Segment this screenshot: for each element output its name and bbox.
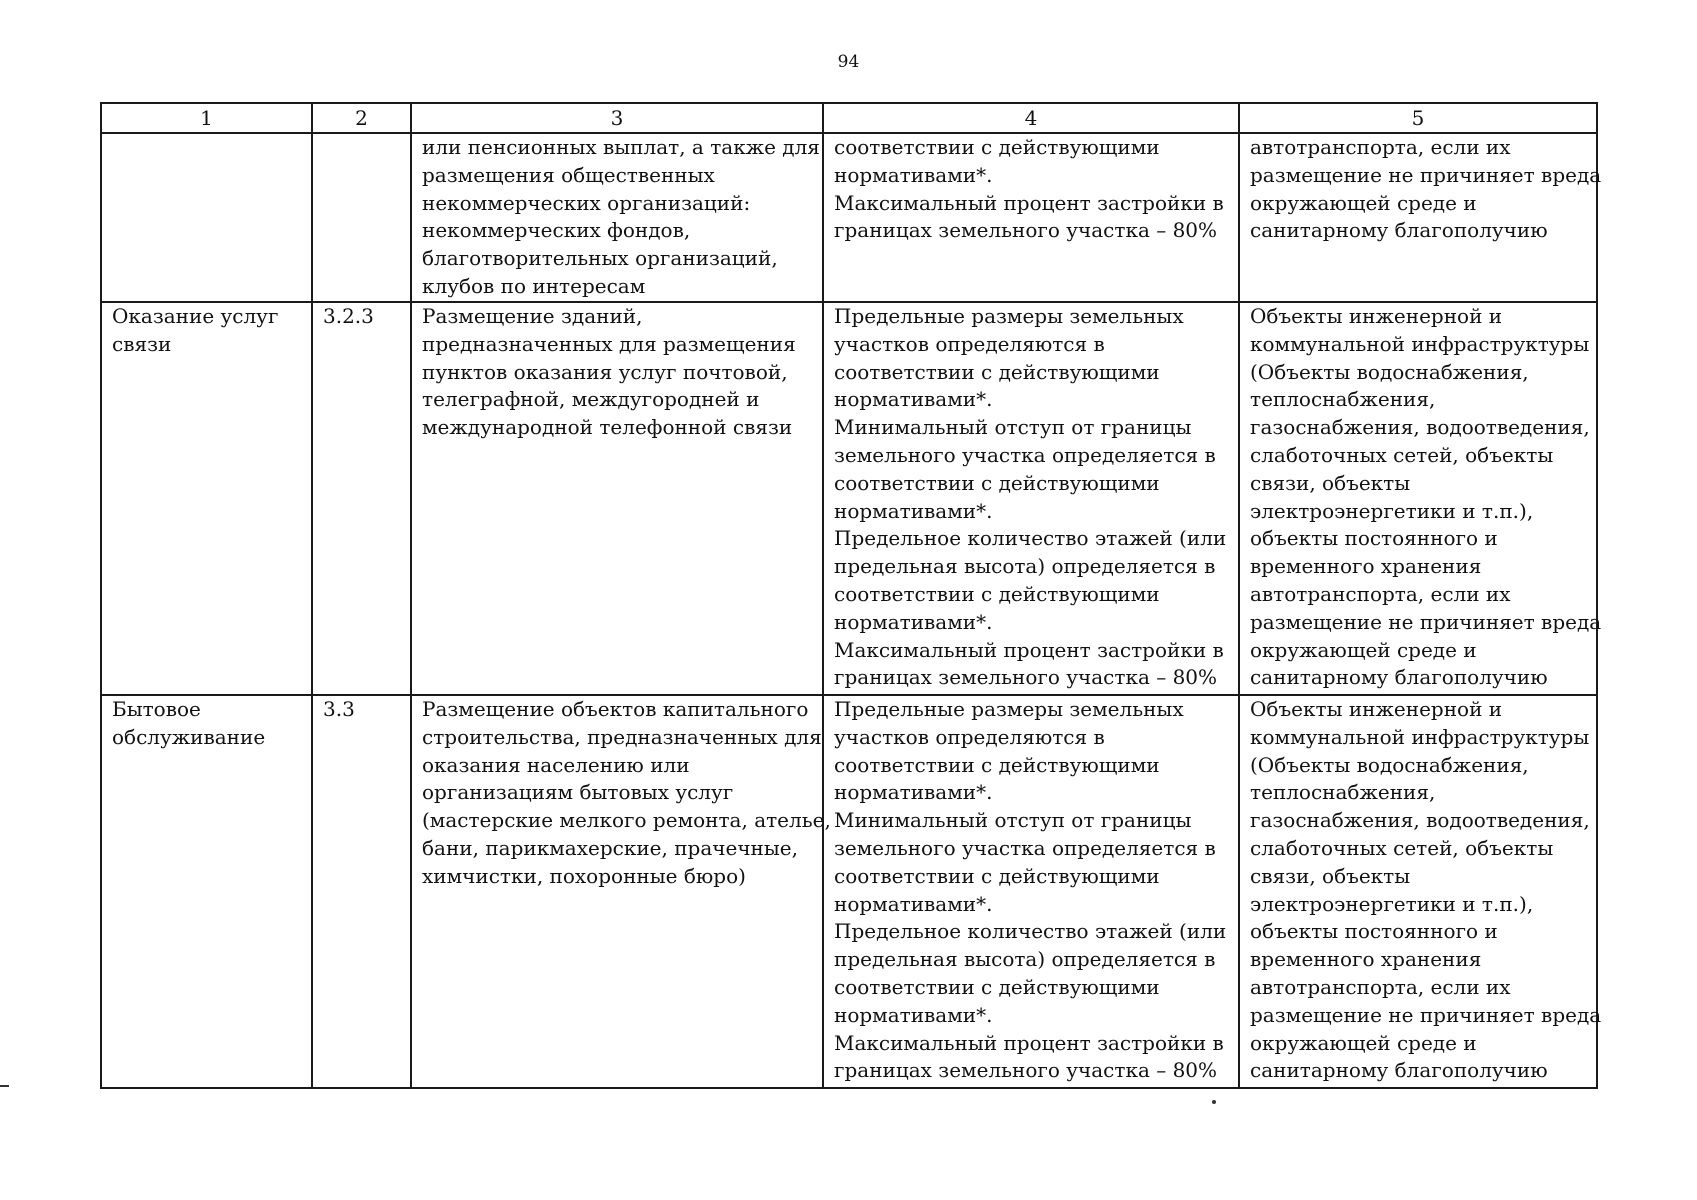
column-header-3: 3 [411, 103, 823, 133]
cell-line: связи, объекты [1250, 863, 1411, 888]
cell-use-parameters [823, 695, 1239, 1088]
cell-line: предназначенных для размещения [422, 331, 796, 356]
column-header-2: 2 [312, 103, 411, 133]
cell-line: связи [112, 331, 172, 356]
cell-line: границах земельного участка – 80% [834, 218, 1218, 243]
cell-line: нормативами*. [834, 498, 993, 523]
cell-line: автотранспорта, если их [1250, 135, 1511, 159]
cell-line: химчистки, похоронные бюро) [422, 863, 746, 888]
cell-use-code [312, 133, 411, 302]
cell-line: теплоснабжения, [1250, 387, 1436, 412]
cell-line: некоммерческих организаций: [422, 190, 751, 215]
cell-use-description [411, 302, 823, 695]
cell-line: размещение не причиняет вреда [1250, 1002, 1602, 1027]
cell-use-code [312, 302, 411, 695]
cell-line: земельного участка определяется в [834, 835, 1216, 860]
cell-line: (мастерские мелкого ремонта, ателье, [422, 808, 831, 833]
cell-line: Максимальный процент застройки в [834, 1030, 1224, 1055]
column-header-4: 4 [823, 103, 1239, 133]
cell-use-auxiliary [1239, 302, 1602, 695]
cell-line: бани, парикмахерские, прачечные, [422, 835, 798, 860]
cell-line: коммунальной инфраструктуры [1250, 331, 1590, 356]
cell-line: автотранспорта, если их [1250, 581, 1511, 606]
cell-line: международной телефонной связи [422, 415, 793, 440]
cell-line: Объекты инженерной и [1250, 697, 1503, 721]
cell-line: предельная высота) определяется в [834, 947, 1216, 972]
cell-line: электроэнергетики и т.п.), [1250, 891, 1534, 916]
cell-line: объекты постоянного и [1250, 526, 1498, 551]
cell-line: электроэнергетики и т.п.), [1250, 498, 1534, 523]
cell-line: коммунальной инфраструктуры [1250, 724, 1590, 749]
cell-line: Максимальный процент застройки в [834, 190, 1224, 215]
cell-line: (Объекты водоснабжения, [1250, 359, 1529, 384]
cell-line: организациям бытовых услуг [422, 780, 734, 805]
cell-use-description [411, 133, 823, 302]
cell-line: нормативами*. [834, 780, 993, 805]
cell-line: 3.2.3 [323, 304, 374, 328]
table-body [101, 133, 1602, 1088]
cell-line: Размещение зданий, [422, 304, 643, 328]
cell-line: Предельное количество этажей (или [834, 526, 1227, 551]
cell-line: границах земельного участка – 80% [834, 1058, 1218, 1083]
table-row [101, 695, 1597, 1088]
cell-line: Предельное количество этажей (или [834, 919, 1227, 944]
table-row [101, 133, 1597, 302]
cell-line: санитарному благополучию [1250, 1058, 1548, 1083]
cell-line: размещение не причиняет вреда [1250, 609, 1602, 634]
scan-dot [1212, 1100, 1216, 1104]
cell-line: окружающей среде и [1250, 637, 1477, 662]
cell-line: Оказание услуг [112, 304, 279, 328]
cell-line: Минимальный отступ от границы [834, 808, 1192, 833]
cell-line: размещения общественных [422, 162, 715, 187]
cell-line: слаботочных сетей, объекты [1250, 835, 1554, 860]
cell-use-parameters [823, 302, 1239, 695]
cell-line: клубов по интересам [422, 273, 646, 298]
cell-use-code [312, 695, 411, 1088]
cell-line: Предельные размеры земельных [834, 304, 1184, 328]
cell-line: нормативами*. [834, 609, 993, 634]
cell-line: соответствии с действующими [834, 581, 1160, 606]
cell-line: соответствии с действующими [834, 359, 1160, 384]
cell-line: санитарному благополучию [1250, 218, 1548, 243]
cell-line: соответствии с действующими [834, 470, 1160, 495]
column-header-5: 5 [1239, 103, 1597, 133]
cell-line: Минимальный отступ от границы [834, 415, 1192, 440]
cell-line: Размещение объектов капитального [422, 697, 809, 721]
cell-line: санитарному благополучию [1250, 665, 1548, 690]
cell-line: благотворительных организаций, [422, 246, 778, 271]
table-header [101, 103, 1597, 133]
header-row [101, 103, 1597, 133]
cell-line: окружающей среде и [1250, 190, 1477, 215]
page-number: 94 [837, 52, 860, 72]
cell-line: участков определяются в [834, 331, 1105, 356]
cell-line: пунктов оказания услуг почтовой, [422, 359, 788, 384]
cell-line: нормативами*. [834, 1002, 993, 1027]
cell-line: (Объекты водоснабжения, [1250, 752, 1529, 777]
cell-line: нормативами*. [834, 387, 993, 412]
cell-line: слаботочных сетей, объекты [1250, 442, 1554, 467]
cell-line: размещение не причиняет вреда [1250, 162, 1602, 187]
cell-line: Предельные размеры земельных [834, 697, 1184, 721]
cell-line: соответствии с действующими [834, 863, 1160, 888]
cell-line: некоммерческих фондов, [422, 218, 691, 243]
cell-line: границах земельного участка – 80% [834, 665, 1218, 690]
cell-use-name [101, 302, 312, 695]
land-use-table [100, 102, 1602, 1089]
table-row [101, 302, 1597, 695]
cell-line: Максимальный процент застройки в [834, 637, 1224, 662]
cell-use-name [101, 695, 312, 1088]
cell-line: автотранспорта, если их [1250, 974, 1511, 999]
cell-line: теплоснабжения, [1250, 780, 1436, 805]
cell-use-parameters [823, 133, 1239, 302]
cell-line: Бытовое [112, 697, 201, 721]
cell-line: соответствии с действующими [834, 974, 1160, 999]
cell-line: связи, объекты [1250, 470, 1411, 495]
cell-use-description [411, 695, 831, 1088]
cell-line: газоснабжения, водоотведения, [1250, 808, 1590, 833]
cell-line: объекты постоянного и [1250, 919, 1498, 944]
cell-line: обслуживание [112, 724, 266, 749]
cell-line: телеграфной, междугородней и [422, 387, 760, 412]
cell-line: соответствии с действующими [834, 752, 1160, 777]
column-header-1: 1 [101, 103, 312, 133]
cell-line: нормативами*. [834, 162, 993, 187]
cell-line: газоснабжения, водоотведения, [1250, 415, 1590, 440]
cell-line: земельного участка определяется в [834, 442, 1216, 467]
cell-line: участков определяются в [834, 724, 1105, 749]
scan-mark [0, 1085, 9, 1087]
cell-line: нормативами*. [834, 891, 993, 916]
cell-line: соответствии с действующими [834, 135, 1160, 159]
cell-line: Объекты инженерной и [1250, 304, 1503, 328]
cell-line: или пенсионных выплат, а также для [422, 135, 820, 159]
cell-line: временного хранения [1250, 947, 1482, 972]
cell-line: оказания населению или [422, 752, 690, 777]
cell-use-name [101, 133, 312, 302]
cell-use-auxiliary [1239, 695, 1602, 1088]
cell-use-auxiliary [1239, 133, 1602, 302]
cell-line: предельная высота) определяется в [834, 554, 1216, 579]
cell-line: окружающей среде и [1250, 1030, 1477, 1055]
cell-line: строительства, предназначенных для [422, 724, 822, 749]
cell-line: временного хранения [1250, 554, 1482, 579]
cell-line: 3.3 [323, 697, 355, 721]
